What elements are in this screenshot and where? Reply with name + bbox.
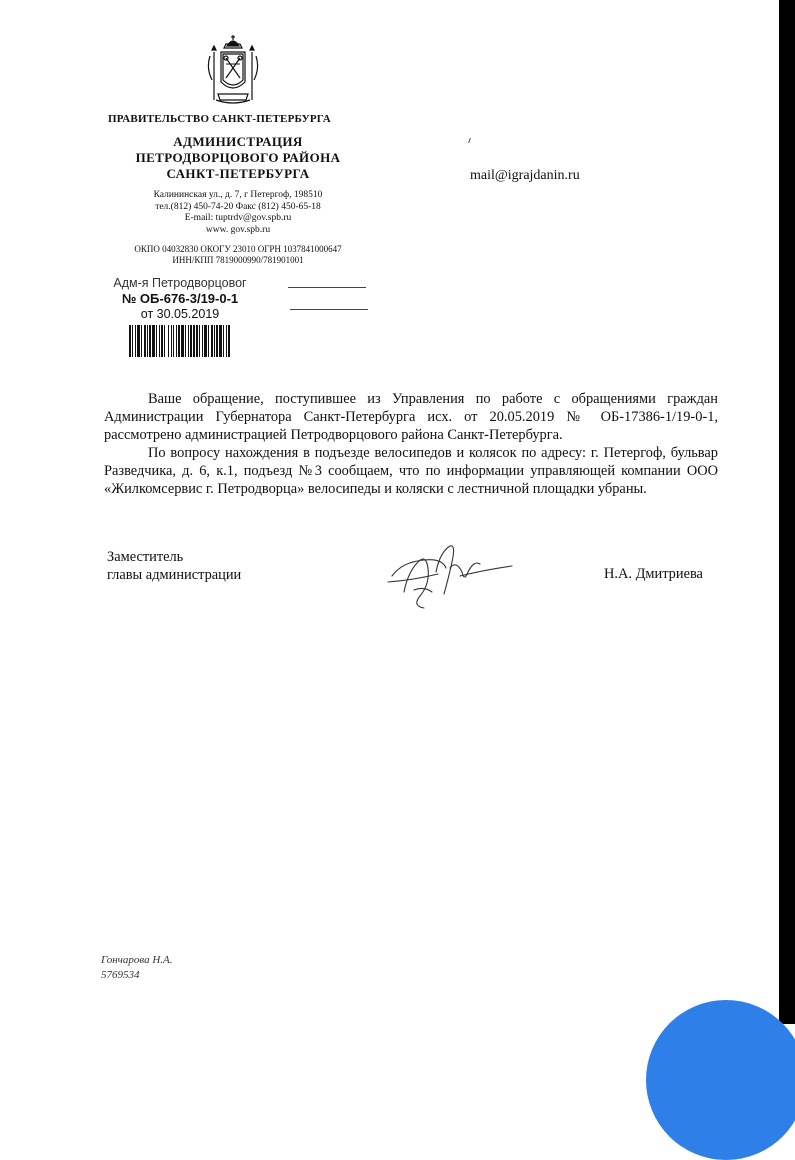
signer-position <box>107 548 241 584</box>
website-line: www. gov.spb.ru <box>205 224 271 235</box>
pen-mark <box>468 138 475 143</box>
codes-line1: ОКПО 04032830 ОКОГУ 23010 ОГРН 1037841000647 <box>134 244 342 254</box>
recipient-email: mail@igrajdanin.ru <box>470 168 580 183</box>
stamp-blank-line-1 <box>288 287 366 288</box>
coat-of-arms-icon <box>204 34 262 106</box>
scan-edge <box>779 0 795 1024</box>
email-line: E-mail: tuptrdv@gov.spb.ru <box>184 213 292 223</box>
registration-stamp <box>90 276 270 321</box>
letter-body <box>104 390 718 498</box>
codes-line2: ИНН/КПП 7819000990/781901001 <box>172 255 304 265</box>
stamp-date: от 30.05.2019 <box>140 307 220 321</box>
admin-heading-line2: ПЕТРОДВОРЦОВОГО РАЙОНА <box>135 150 341 165</box>
government-heading: ПРАВИТЕЛЬСТВО САНКТ-ПЕТЕРБУРГА <box>108 113 331 125</box>
admin-heading-line1: АДМИНИСТРАЦИЯ <box>173 134 303 149</box>
executor-name: Гончарова Н.А. <box>101 954 173 966</box>
address-line: Калининская ул., д. 7, г Петергоф, 198510 <box>153 190 323 200</box>
registration-codes <box>108 244 368 266</box>
signer-position-line1: Заместитель <box>107 549 184 565</box>
signer-position-line2: главы администрации <box>107 567 242 583</box>
administration-heading <box>108 134 368 182</box>
stamp-office: Адм-я Петродворцовог <box>113 276 247 290</box>
admin-heading-line3: САНКТ-ПЕТЕРБУРГА <box>166 166 310 181</box>
stamp-blank-line-2 <box>290 309 368 310</box>
floating-action-button[interactable] <box>646 1000 795 1160</box>
body-paragraph-2: По вопросу нахождения в подъезде велосипедов и колясок по адресу: г. Петергоф, бульвар Разведчика, д. 6, к.1, подъезд №3 сообщаем, что по информации управляющей компании ООО «Жилкомсервис г. Петродворца» велосипеды и коляски с лестничной площадки убраны. <box>104 445 718 497</box>
executor-phone: 5769534 <box>101 969 140 981</box>
phone-line: тел.(812) 450-74-20 Факс (812) 450-65-18 <box>155 201 321 212</box>
handwritten-signature <box>384 532 514 614</box>
stamp-number: № ОБ-676-3/19-0-1 <box>121 291 239 306</box>
barcode <box>128 325 232 357</box>
body-paragraph-1: Ваше обращение, поступившее из Управления по работе с обращениями граждан Администрации Губернатора Санкт-Петербурга исх. от 20.05.2019 № ОБ-17386-1/19-0-1, рассмотрено администрацией Петродворцового района Санкт-Петербурга. <box>104 391 718 443</box>
contact-details <box>108 190 368 236</box>
signer-name: Н.А. Дмитриева <box>604 566 703 582</box>
executor-info <box>101 953 173 983</box>
